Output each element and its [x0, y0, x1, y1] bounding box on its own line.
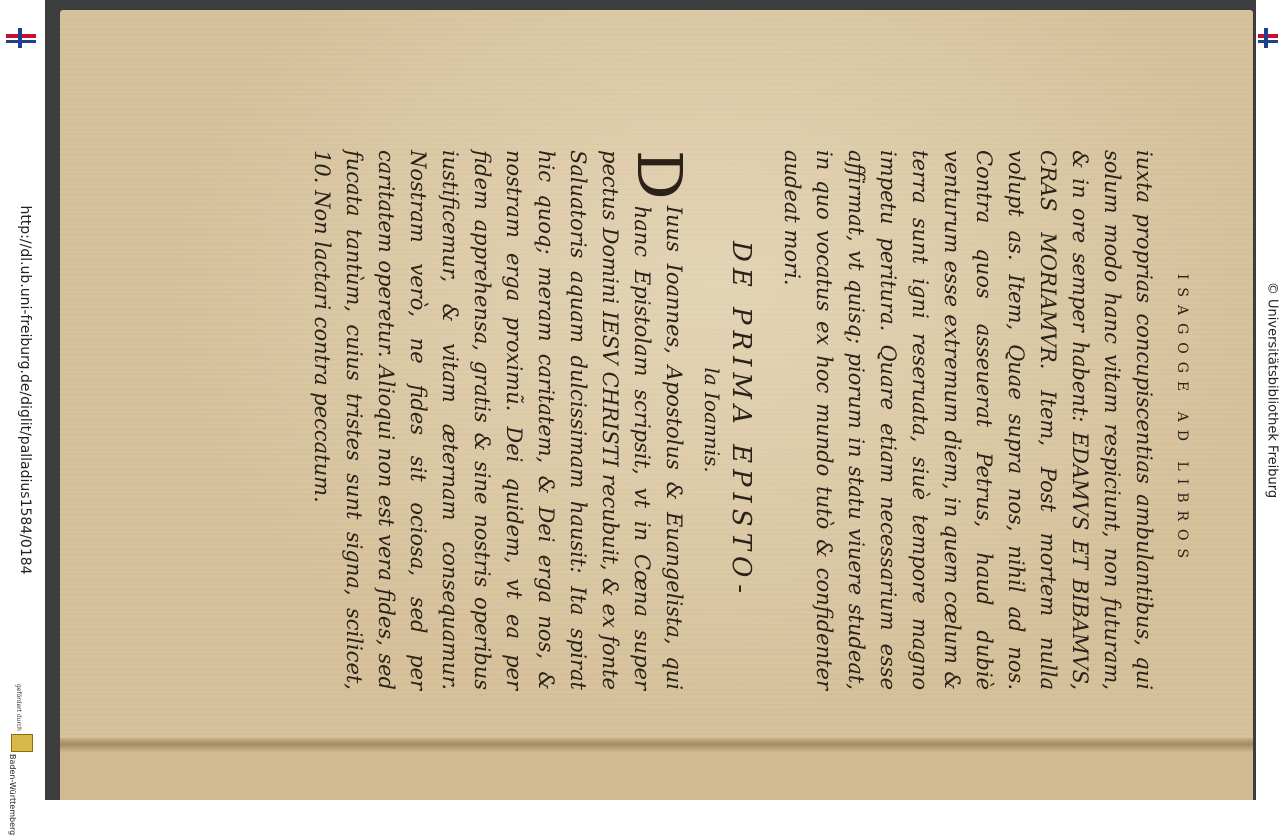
- funding-notice: [2, 684, 42, 835]
- next-leaf-edge: [60, 752, 1253, 800]
- state-coat-of-arms-icon: [11, 734, 33, 752]
- funder-name: Baden-Württemberg: [8, 754, 17, 835]
- permalink-url[interactable]: http://dl.ub.uni-freiburg.de/diglit/palladius1584/0184: [17, 205, 33, 575]
- page-fold: [60, 738, 1253, 752]
- funding-label: gefördert durch: [15, 684, 22, 731]
- page-text: [310, 150, 1190, 690]
- section-subtitle: la Ioannis.: [700, 367, 724, 473]
- paragraph-2-text: Iuus Ioannes, Apostolus & Euangelista, qui hanc Epistolam scripsit, vt in Cœna super pectus Domini IESV CHRISTI recubuit, & ex fonte Saluatoris aquam dulcissimam hausit: Ita spirat hic quoq; meram caritatem, & Dei erga nos, & nostram erga proximũ. Dei quidem, vt ea per fidem apprehensa, gratis & sine nostris operibus iustificemur, & vitam æternam consequamur. Nostram verò, ne fides sit ociosa, sed per caritatem operetur. Alioqui non est vera fides, sed fucata tantùm, cuius tristes sunt signa, scilicet, 10. Non lactari contra peccatum.: [310, 150, 686, 690]
- flag-icon: [6, 28, 36, 48]
- paragraph-1: iuxta proprias concupiscentias ambulantibus, qui solum modo hanc vitam respiciunt, non futuram, & in ore semper habent: EDAMVS ET BIBAMVS, CRAS MORIAMVR. Item, Post mortem nulla volupt as. Item, Quae supra nos, nihil ad nos. Contra quos asseuerat Petrus, haud dubiè venturum esse extremum diem, in quem cœlum & terra sunt igni reseruata, siuè tempore magno impetu peritura. Quare etiam necessarium esse affirmat, vt quisq; piorum in statu viuere studeat, in quo vocatus ex hoc mundo tutò & confidenter audeat mori.: [780, 150, 1156, 690]
- running-head: ISAGOGE AD LIBROS: [1174, 273, 1190, 567]
- flag-icon-right: [1258, 28, 1278, 48]
- drop-capital: D: [623, 150, 696, 200]
- section-title: DE PRIMA EPISTO-: [726, 240, 756, 600]
- copyright-notice: © Universitätsbibliothek Freiburg: [1264, 281, 1279, 499]
- paragraph-2: [306, 150, 696, 690]
